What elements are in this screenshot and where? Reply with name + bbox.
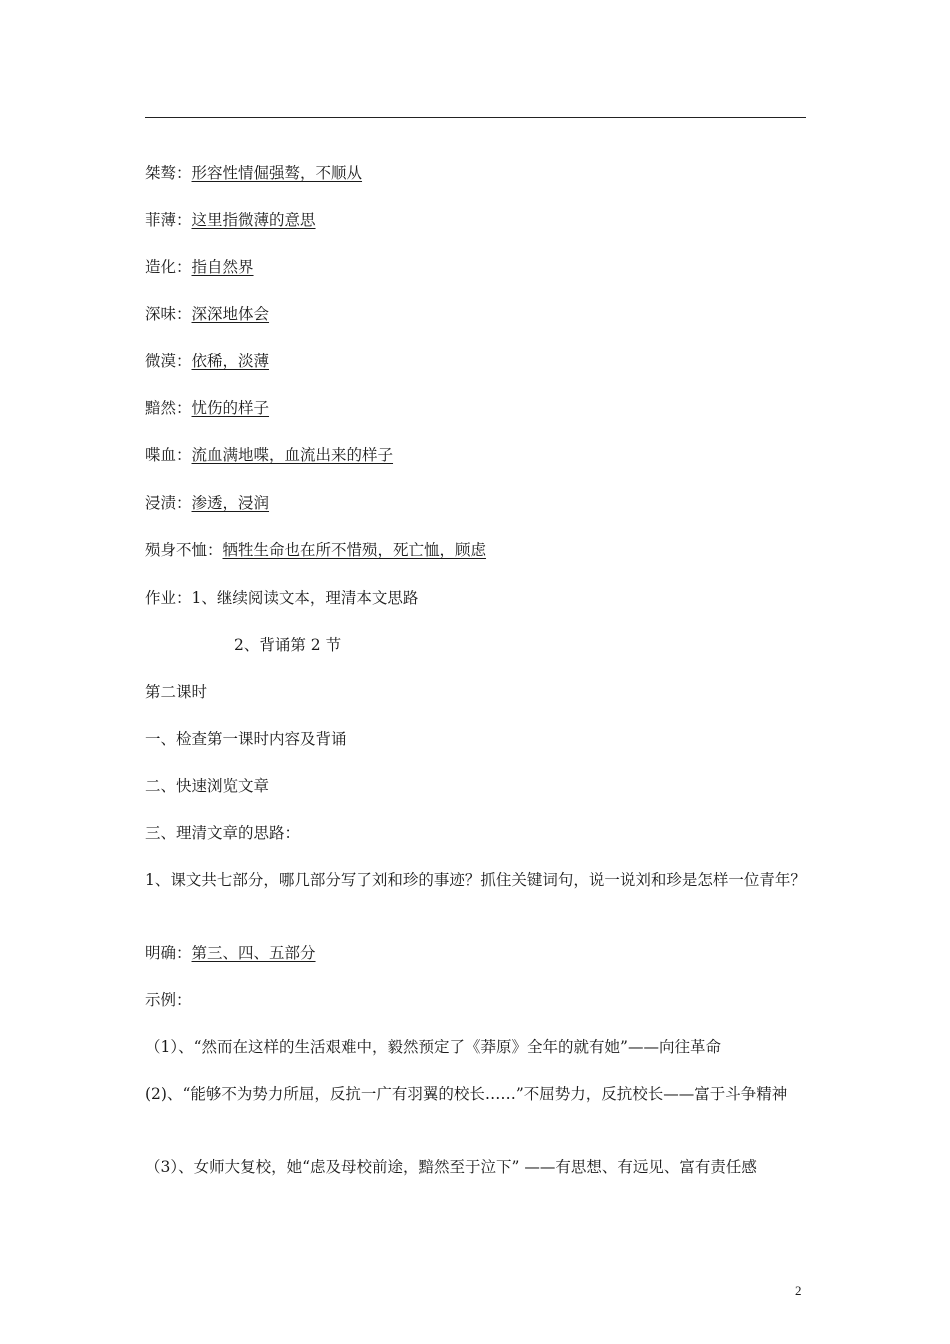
glossary-term: 深味： bbox=[145, 305, 192, 323]
glossary-definition: 忧伤的样子 bbox=[191, 399, 270, 417]
answer-text: 第三、四、五部分 bbox=[191, 944, 316, 962]
glossary-item bbox=[145, 351, 269, 371]
glossary-item bbox=[145, 210, 316, 230]
answer-label: 明确： bbox=[145, 944, 192, 962]
glossary-term: 喋血： bbox=[145, 446, 192, 464]
glossary-definition: 牺牲生命也在所不惜殒，死亡恤，顾虑 bbox=[222, 541, 487, 559]
glossary-definition: 深深地体会 bbox=[191, 305, 270, 323]
glossary-item bbox=[145, 304, 269, 324]
glossary-definition: 依稀，淡薄 bbox=[191, 352, 270, 370]
homework-item-2: 2、背诵第 2 节 bbox=[234, 636, 342, 654]
glossary-definition: 指自然界 bbox=[191, 258, 254, 276]
glossary-term: 造化： bbox=[145, 258, 192, 276]
glossary-item bbox=[145, 540, 486, 560]
examples-label: 示例： bbox=[145, 991, 192, 1009]
page-number: 2 bbox=[795, 1283, 802, 1298]
lesson2-step-3: 三、理清文章的思路： bbox=[145, 824, 301, 842]
glossary-item bbox=[145, 257, 254, 277]
glossary-term: 菲薄： bbox=[145, 211, 192, 229]
example-3: （3）、女师大复校，她“虑及母校前途，黯然至于泣下” ——有思想、有远见、富有责任感 bbox=[145, 1158, 757, 1176]
glossary-definition: 这里指微薄的意思 bbox=[191, 211, 316, 229]
lesson2-question: 1、课文共七部分，哪几部分写了刘和珍的事迹？抓住关键词句，说一说刘和珍是怎样一位青年？ bbox=[145, 871, 806, 889]
lesson2-step-2: 二、快速浏览文章 bbox=[145, 777, 270, 795]
lesson2-answer bbox=[145, 943, 316, 963]
example-2: (2)、“能够不为势力所屈，反抗一广有羽翼的校长……”不屈势力，反抗校长——富于斗争精神 bbox=[145, 1085, 788, 1103]
glossary-item bbox=[145, 493, 269, 513]
glossary-term: 桀骜： bbox=[145, 164, 192, 182]
glossary-term: 黯然： bbox=[145, 399, 192, 417]
homework-item-1: 作业：1、继续阅读文本，理清本文思路 bbox=[145, 589, 419, 607]
glossary-term: 殒身不恤： bbox=[145, 541, 223, 559]
glossary-definition: 渗透，浸润 bbox=[191, 494, 270, 512]
glossary-definition: 形容性情倔强骜，不顺从 bbox=[191, 164, 363, 182]
glossary-term: 微漠： bbox=[145, 352, 192, 370]
glossary-item bbox=[145, 445, 393, 465]
lesson2-title: 第二课时 bbox=[145, 683, 208, 701]
glossary-definition: 流血满地喋，血流出来的样子 bbox=[191, 446, 394, 464]
glossary-item bbox=[145, 163, 362, 183]
lesson2-step-1: 一、检查第一课时内容及背诵 bbox=[145, 730, 347, 748]
example-1: （1）、“然而在这样的生活艰难中，毅然预定了《莽原》全年的就有她”——向往革命 bbox=[145, 1038, 721, 1056]
header-rule bbox=[145, 117, 806, 118]
glossary-item bbox=[145, 398, 269, 418]
glossary-term: 浸渍： bbox=[145, 494, 192, 512]
